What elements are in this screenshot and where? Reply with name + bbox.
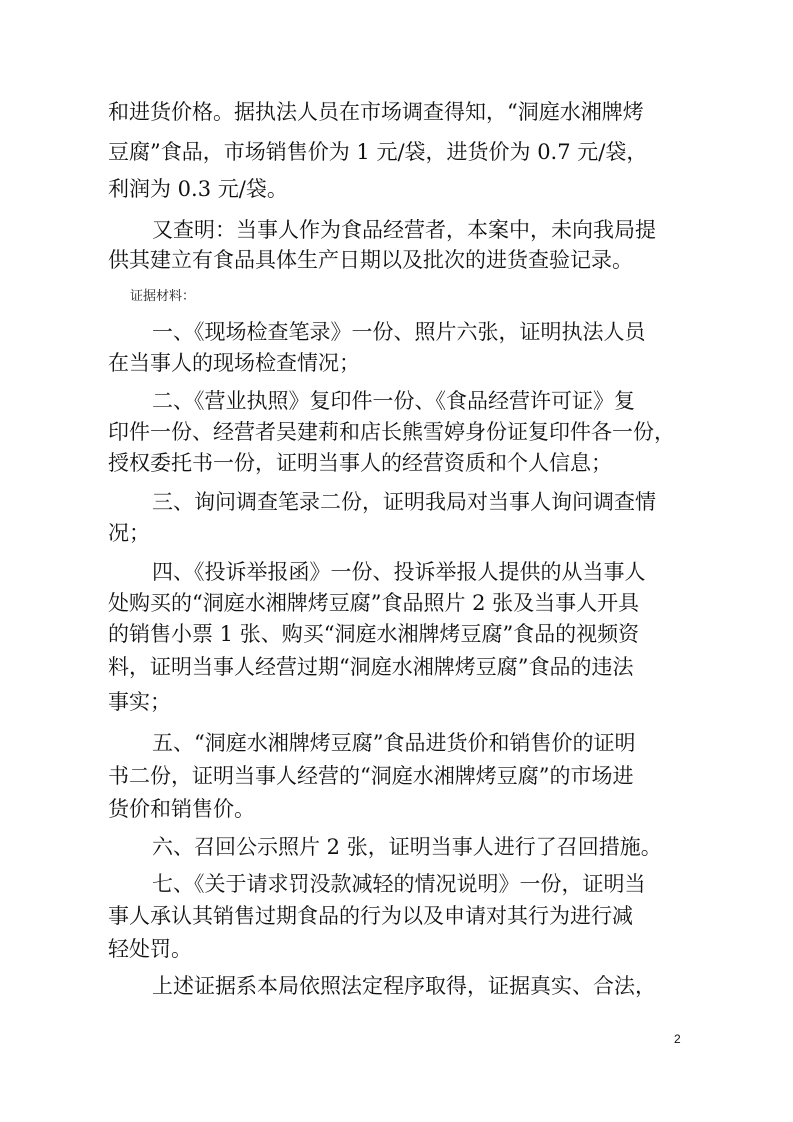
text-line: 又查明：当事人作为食品经营者，本案中，未向我局提 — [152, 218, 656, 242]
text-line: 六、召回公示照片 2 张，证明当事人进行了召回措施。 — [152, 835, 662, 859]
text-line: 货价和销售价。 — [108, 797, 255, 821]
text-line: 利润为 0.3 元/袋。 — [108, 177, 288, 201]
page-number: 2 — [674, 1032, 681, 1046]
text-line: 授权委托书一份，证明当事人的经营资质和个人信息； — [108, 451, 612, 475]
text-line: 料，证明当事人经营过期“洞庭水湘牌烤豆腐”食品的违法 — [108, 655, 634, 679]
text-line: 四、《投诉举报函》一份、投诉举报人提供的从当事人 — [152, 560, 646, 584]
text-line: 处购买的“洞庭水湘牌烤豆腐”食品照片 2 张及当事人开具 — [108, 591, 640, 615]
text-line: 书二份，证明当事人经营的“洞庭水湘牌烤豆腐”的市场进 — [108, 764, 634, 788]
text-line: 七、《关于请求罚没款减轻的情况说明》一份，证明当 — [152, 872, 646, 896]
text-line: 一、《现场检查笔录》一份、照片六张，证明执法人员 — [152, 320, 646, 344]
text-line: 轻处罚。 — [108, 937, 192, 961]
text-line: 印件一份、经营者吴建莉和店长熊雪婷身份证复印件各一份， — [108, 420, 675, 444]
text-line: 二、《营业执照》复印件一份、《食品经营许可证》复 — [152, 389, 635, 413]
text-line: 供其建立有食品具体生产日期以及批次的进货查验记录。 — [108, 248, 633, 272]
text-line: 豆腐”食品，市场销售价为 1 元/袋，进货价为 0.7 元/袋， — [108, 140, 648, 164]
text-line: 事人承认其销售过期食品的行为以及申请对其行为进行减 — [108, 904, 633, 928]
text-line: 事实； — [108, 690, 171, 714]
text-line: 和进货价格。据执法人员在市场调查得知，“洞庭水湘牌烤 — [108, 100, 644, 124]
text-line: 的销售小票 1 张、购买“洞庭水湘牌烤豆腐”食品的视频资 — [108, 622, 640, 646]
section-label: 证据材料： — [130, 289, 196, 304]
text-line: 况； — [108, 521, 150, 545]
text-line: 上述证据系本局依照法定程序取得，证据真实、合法， — [152, 974, 656, 998]
text-line: 三、询问调查笔录二份，证明我局对当事人询问调查情 — [152, 490, 656, 514]
text-line: 五、“洞庭水湘牌烤豆腐”食品进货价和销售价的证明 — [152, 731, 636, 755]
text-line: 在当事人的现场检查情况； — [108, 351, 360, 375]
